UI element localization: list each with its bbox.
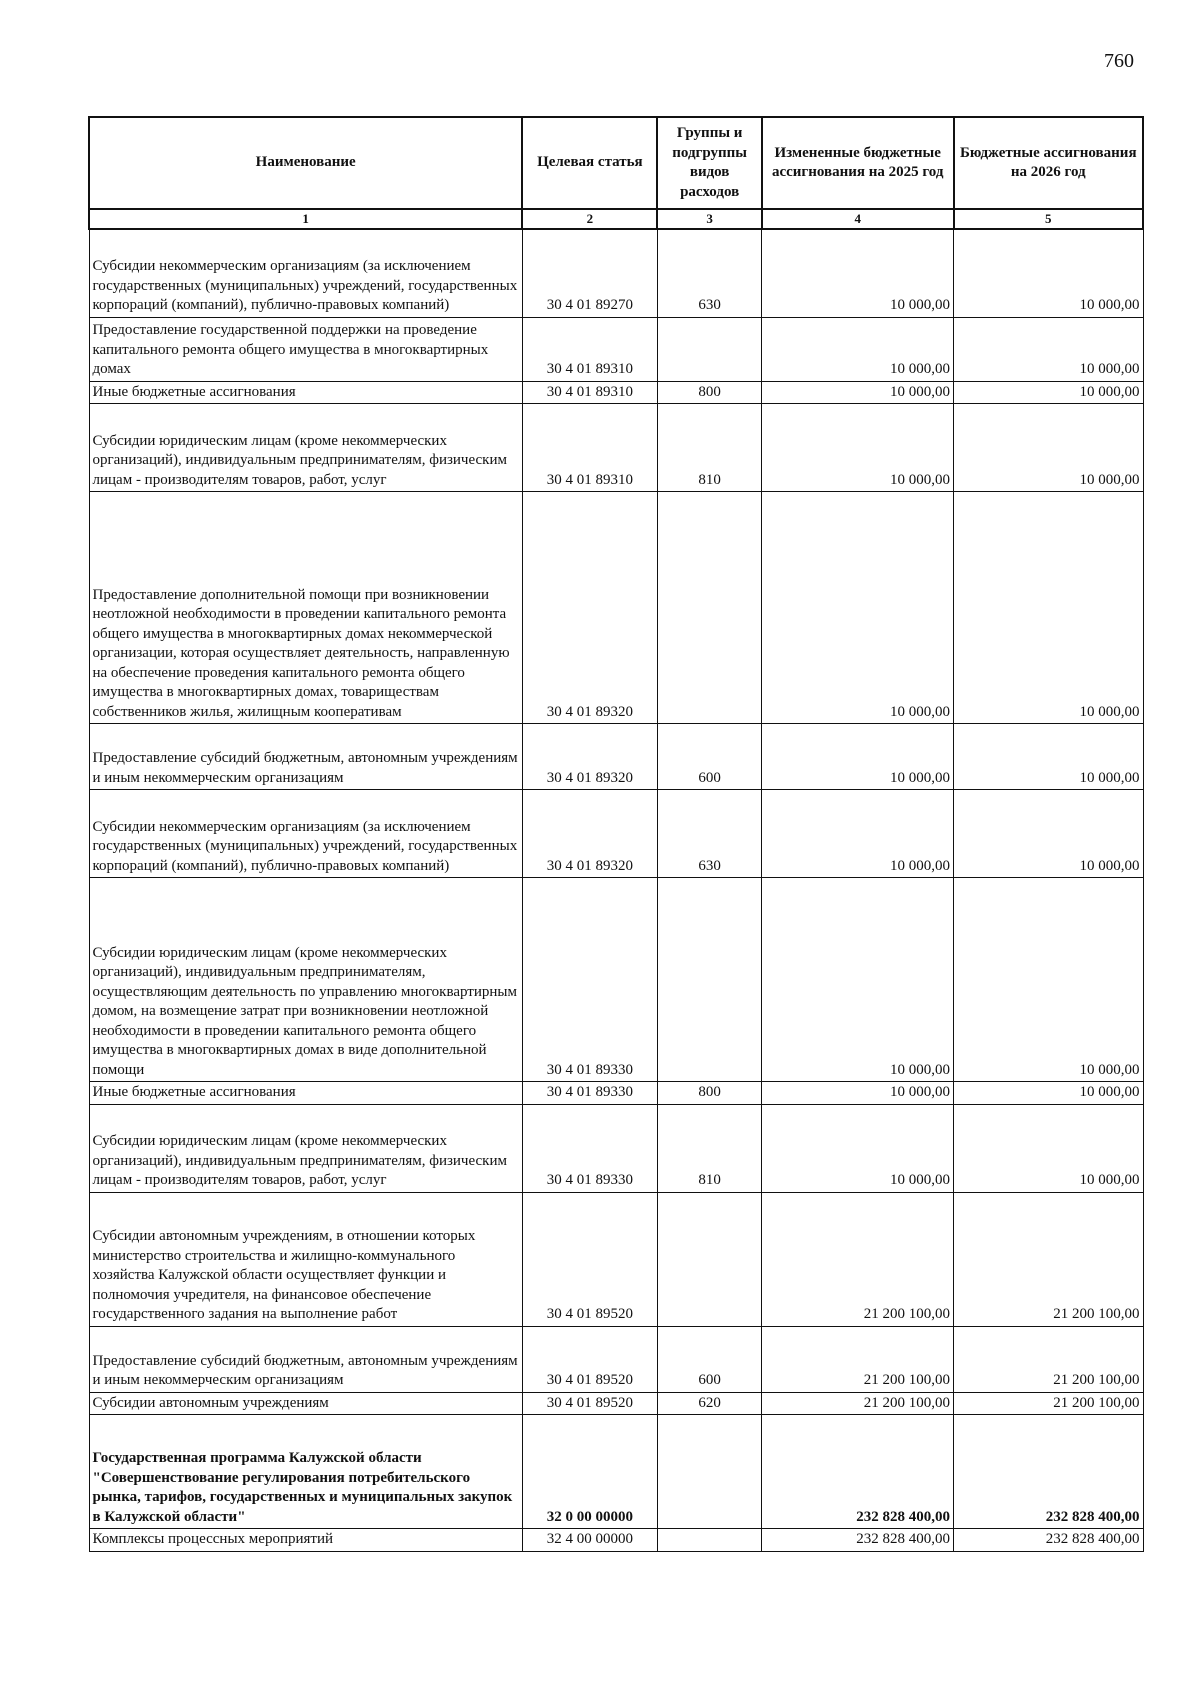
row-name: Предоставление субсидий бюджетным, автономным учреждениям и иным некоммерческим организациям xyxy=(89,1326,522,1392)
table-row xyxy=(89,1529,1143,1552)
page-number: 760 xyxy=(1104,50,1134,72)
table-row xyxy=(89,1082,1143,1105)
row-expense-group: 630 xyxy=(657,790,762,878)
table-row-program-total xyxy=(89,1415,1143,1529)
row-amount-2025: 21 200 100,00 xyxy=(762,1392,954,1415)
row-target-code: 32 4 00 00000 xyxy=(522,1529,657,1552)
row-name: Субсидии юридическим лицам (кроме некоммерческих организаций), индивидуальным предпринимателям, физическим лицам - производителям товаров, работ, услуг xyxy=(89,404,522,492)
table-row xyxy=(89,1326,1143,1392)
row-name: Предоставление субсидий бюджетным, автономным учреждениям и иным некоммерческим организациям xyxy=(89,724,522,790)
row-target-code: 30 4 01 89330 xyxy=(522,1082,657,1105)
row-amount-2026: 10 000,00 xyxy=(954,1082,1143,1105)
row-name: Субсидии автономным учреждениям xyxy=(89,1392,522,1415)
row-target-code: 30 4 01 89310 xyxy=(522,404,657,492)
row-target-code: 30 4 01 89330 xyxy=(522,878,657,1082)
row-amount-2026: 21 200 100,00 xyxy=(954,1392,1143,1415)
row-amount-2026: 10 000,00 xyxy=(954,317,1143,381)
column-number: 3 xyxy=(657,209,762,229)
column-number: 2 xyxy=(522,209,657,229)
row-name: Иные бюджетные ассигнования xyxy=(89,381,522,404)
row-amount-2026: 21 200 100,00 xyxy=(954,1326,1143,1392)
row-amount-2026: 10 000,00 xyxy=(954,878,1143,1082)
row-amount-2025: 10 000,00 xyxy=(762,790,954,878)
row-amount-2025: 10 000,00 xyxy=(762,878,954,1082)
row-amount-2026: 10 000,00 xyxy=(954,1104,1143,1192)
row-target-code: 30 4 01 89520 xyxy=(522,1326,657,1392)
row-amount-2025: 10 000,00 xyxy=(762,492,954,724)
header-budget-2026: Бюджетные ассигнования на 2026 год xyxy=(954,117,1143,209)
header-amended-2025: Измененные бюджетные ассигнования на 2025 год xyxy=(762,117,954,209)
row-amount-2025: 232 828 400,00 xyxy=(762,1415,954,1529)
table-row xyxy=(89,1104,1143,1192)
row-target-code: 30 4 01 89310 xyxy=(522,317,657,381)
row-name: Комплексы процессных мероприятий xyxy=(89,1529,522,1552)
row-expense-group: 600 xyxy=(657,724,762,790)
row-name: Предоставление государственной поддержки на проведение капитального ремонта общего имущества в многоквартирных домах xyxy=(89,317,522,381)
table-row xyxy=(89,317,1143,381)
table-row xyxy=(89,878,1143,1082)
row-expense-group xyxy=(657,317,762,381)
column-number: 5 xyxy=(954,209,1143,229)
row-amount-2025: 10 000,00 xyxy=(762,404,954,492)
row-amount-2026: 10 000,00 xyxy=(954,492,1143,724)
table-row xyxy=(89,404,1143,492)
header-target-article: Целевая статья xyxy=(522,117,657,209)
row-amount-2025: 21 200 100,00 xyxy=(762,1326,954,1392)
row-amount-2025: 10 000,00 xyxy=(762,724,954,790)
row-expense-group: 600 xyxy=(657,1326,762,1392)
row-expense-group xyxy=(657,878,762,1082)
row-target-code: 30 4 01 89310 xyxy=(522,381,657,404)
row-amount-2026: 10 000,00 xyxy=(954,381,1143,404)
row-target-code: 32 0 00 00000 xyxy=(522,1415,657,1529)
row-amount-2026: 10 000,00 xyxy=(954,404,1143,492)
row-amount-2026: 21 200 100,00 xyxy=(954,1192,1143,1326)
row-expense-group: 630 xyxy=(657,229,762,317)
row-amount-2025: 10 000,00 xyxy=(762,1082,954,1105)
row-expense-group: 800 xyxy=(657,381,762,404)
table-row xyxy=(89,1192,1143,1326)
row-target-code: 30 4 01 89520 xyxy=(522,1192,657,1326)
row-name: Субсидии юридическим лицам (кроме некоммерческих организаций), индивидуальным предпринимателям, осуществляющим деятельность по управлению многоквартирным домом, на возмещение затрат при возникновении неотложной необходимости в проведении капитального ремонта общего имущества в многоквартирных домах в виде дополнительной помощи xyxy=(89,878,522,1082)
table-row xyxy=(89,492,1143,724)
row-expense-group: 810 xyxy=(657,1104,762,1192)
row-name: Государственная программа Калужской области "Совершенствование регулирования потребительского рынка, тарифов, государственных и муниципальных закупок в Калужской области" xyxy=(89,1415,522,1529)
row-expense-group xyxy=(657,1415,762,1529)
table-row xyxy=(89,790,1143,878)
row-target-code: 30 4 01 89320 xyxy=(522,790,657,878)
row-amount-2025: 21 200 100,00 xyxy=(762,1192,954,1326)
row-name: Предоставление дополнительной помощи при возникновении неотложной необходимости в проведении капитального ремонта общего имущества в многоквартирных домах некоммерческой организации, которая осуществляет деятельность, направленную на обеспечение проведения капитального ремонта общего имущества в многоквартирных домах, товариществам собственников жилья, жилищным кооперативам xyxy=(89,492,522,724)
row-expense-group: 620 xyxy=(657,1392,762,1415)
row-name: Субсидии некоммерческим организациям (за исключением государственных (муниципальных) учреждений, государственных корпораций (компаний), публично-правовых компаний) xyxy=(89,790,522,878)
row-amount-2026: 232 828 400,00 xyxy=(954,1415,1143,1529)
table-row xyxy=(89,724,1143,790)
column-number: 4 xyxy=(762,209,954,229)
row-name: Субсидии юридическим лицам (кроме некоммерческих организаций), индивидуальным предпринимателям, физическим лицам - производителям товаров, работ, услуг xyxy=(89,1104,522,1192)
header-name: Наименование xyxy=(89,117,522,209)
table-row xyxy=(89,381,1143,404)
budget-table xyxy=(88,116,1144,1552)
row-amount-2025: 10 000,00 xyxy=(762,317,954,381)
row-target-code: 30 4 01 89320 xyxy=(522,724,657,790)
row-amount-2026: 10 000,00 xyxy=(954,790,1143,878)
row-amount-2026: 232 828 400,00 xyxy=(954,1529,1143,1552)
row-expense-group: 800 xyxy=(657,1082,762,1105)
row-expense-group xyxy=(657,1192,762,1326)
row-expense-group xyxy=(657,1529,762,1552)
column-number: 1 xyxy=(89,209,522,229)
row-target-code: 30 4 01 89520 xyxy=(522,1392,657,1415)
table-row xyxy=(89,229,1143,317)
row-name: Иные бюджетные ассигнования xyxy=(89,1082,522,1105)
row-amount-2026: 10 000,00 xyxy=(954,229,1143,317)
row-name: Субсидии автономным учреждениям, в отношении которых министерство строительства и жилищно-коммунального хозяйства Калужской области осуществляет функции и полномочия учредителя, на финансовое обеспечение государственного задания на выполнение работ xyxy=(89,1192,522,1326)
row-amount-2025: 232 828 400,00 xyxy=(762,1529,954,1552)
row-expense-group: 810 xyxy=(657,404,762,492)
row-amount-2025: 10 000,00 xyxy=(762,381,954,404)
row-target-code: 30 4 01 89330 xyxy=(522,1104,657,1192)
header-expense-groups: Группы и подгруппы видов расходов xyxy=(657,117,762,209)
row-target-code: 30 4 01 89270 xyxy=(522,229,657,317)
row-expense-group xyxy=(657,492,762,724)
row-amount-2025: 10 000,00 xyxy=(762,1104,954,1192)
row-target-code: 30 4 01 89320 xyxy=(522,492,657,724)
row-amount-2026: 10 000,00 xyxy=(954,724,1143,790)
row-name: Субсидии некоммерческим организациям (за исключением государственных (муниципальных) учреждений, государственных корпораций (компаний), публично-правовых компаний) xyxy=(89,229,522,317)
row-amount-2025: 10 000,00 xyxy=(762,229,954,317)
table-row xyxy=(89,1392,1143,1415)
